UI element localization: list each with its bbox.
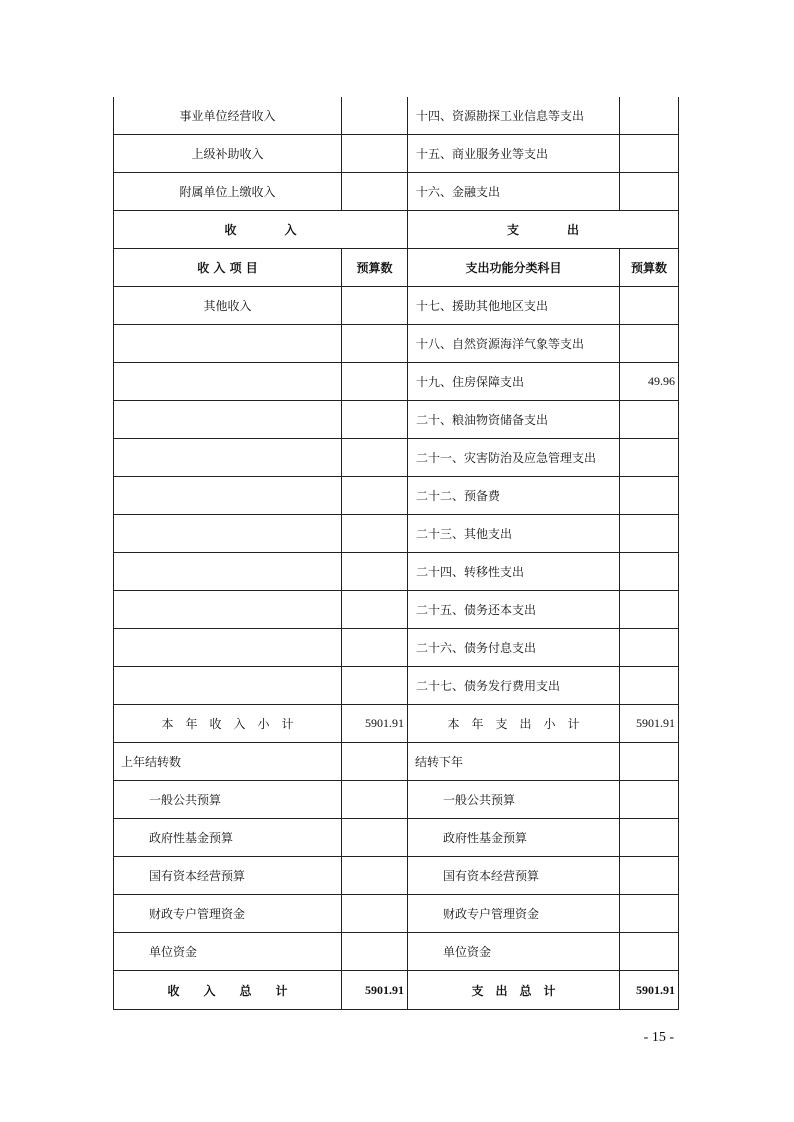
table-row: [114, 933, 679, 971]
carry-in-item: 上年结转数: [114, 743, 342, 781]
income-item: 附属单位上缴收入: [114, 173, 342, 211]
expense-item: 十五、商业服务业等支出: [408, 135, 620, 173]
income-item: [114, 629, 342, 667]
expense-amount: [620, 515, 679, 553]
carry-in-amount: [342, 857, 408, 895]
expense-amount: [620, 667, 679, 705]
income-amount: [342, 135, 408, 173]
expense-item: 十六、金融支出: [408, 173, 620, 211]
expense-subtotal-amount: 5901.91: [620, 705, 679, 743]
income-item: [114, 439, 342, 477]
income-amount: [342, 363, 408, 401]
table-row: [114, 553, 679, 591]
expense-amount: [620, 135, 679, 173]
carry-out-item: 政府性基金预算: [408, 819, 620, 857]
income-amount: [342, 629, 408, 667]
income-item: [114, 515, 342, 553]
expense-item: 二十三、其他支出: [408, 515, 620, 553]
income-amount: [342, 287, 408, 325]
carry-out-amount: [620, 895, 679, 933]
income-subtotal-amount: 5901.91: [342, 705, 408, 743]
expense-section-title: 支 出: [408, 211, 679, 249]
table-row: [114, 325, 679, 363]
table-row: [114, 515, 679, 553]
expense-amount: [620, 325, 679, 363]
income-item: [114, 325, 342, 363]
income-section-title: 收 入: [114, 211, 408, 249]
expense-amount: [620, 287, 679, 325]
expense-item: 二十五、债务还本支出: [408, 591, 620, 629]
expense-item: 十九、住房保障支出: [408, 363, 620, 401]
section-header-row: [114, 211, 679, 249]
table-row: [114, 629, 679, 667]
carry-out-item: 单位资金: [408, 933, 620, 971]
carry-out-amount: [620, 857, 679, 895]
income-item: 其他收入: [114, 287, 342, 325]
expense-item: 二十四、转移性支出: [408, 553, 620, 591]
table-row: [114, 173, 679, 211]
carry-in-item: 单位资金: [114, 933, 342, 971]
income-item: 上级补助收入: [114, 135, 342, 173]
table-row: [114, 591, 679, 629]
expense-total-amount: 5901.91: [620, 971, 679, 1010]
expense-amount: [620, 173, 679, 211]
subtotal-row: [114, 705, 679, 743]
income-subtotal-label: 本 年 收 入 小 计: [114, 705, 342, 743]
income-item: [114, 477, 342, 515]
income-total-label: 收 入 总 计: [114, 971, 342, 1010]
table-row: [114, 477, 679, 515]
total-row: [114, 971, 679, 1010]
expense-item: 二十二、预备费: [408, 477, 620, 515]
expense-item: 二十一、灾害防治及应急管理支出: [408, 439, 620, 477]
income-item: [114, 553, 342, 591]
income-item: 事业单位经营收入: [114, 97, 342, 135]
expense-subtotal-label: 本 年 支 出 小 计: [408, 705, 620, 743]
carry-in-item: 国有资本经营预算: [114, 857, 342, 895]
carry-in-item: 一般公共预算: [114, 781, 342, 819]
carry-in-amount: [342, 895, 408, 933]
table-row: [114, 895, 679, 933]
income-item: [114, 591, 342, 629]
table-row: [114, 363, 679, 401]
income-amount: [342, 325, 408, 363]
income-amount: [342, 477, 408, 515]
income-item: [114, 667, 342, 705]
table-row: [114, 857, 679, 895]
expense-item: 二十、粮油物资储备支出: [408, 401, 620, 439]
carry-in-item: 财政专户管理资金: [114, 895, 342, 933]
income-total-amount: 5901.91: [342, 971, 408, 1010]
expense-item: 十七、援助其他地区支出: [408, 287, 620, 325]
carry-out-amount: [620, 933, 679, 971]
income-amount: [342, 591, 408, 629]
expense-item: 二十六、债务付息支出: [408, 629, 620, 667]
expense-amount-header: 预算数: [620, 249, 679, 287]
table-row: [114, 401, 679, 439]
budget-table: [113, 97, 679, 1010]
column-header-row: [114, 249, 679, 287]
income-amount-header: 预算数: [342, 249, 408, 287]
carry-out-item: 一般公共预算: [408, 781, 620, 819]
table-row: [114, 819, 679, 857]
expense-amount: [620, 553, 679, 591]
carry-out-amount: [620, 819, 679, 857]
expense-item: 二十七、债务发行费用支出: [408, 667, 620, 705]
table-row: [114, 135, 679, 173]
income-item: [114, 363, 342, 401]
expense-amount: [620, 591, 679, 629]
table-row: [114, 287, 679, 325]
carry-out-item: 结转下年: [408, 743, 620, 781]
carry-in-amount: [342, 781, 408, 819]
expense-amount: [620, 401, 679, 439]
expense-item: 十四、资源勘探工业信息等支出: [408, 97, 620, 135]
page-number: - 15 -: [643, 1030, 674, 1045]
expense-item-header: 支出功能分类科目: [408, 249, 620, 287]
expense-item: 十八、自然资源海洋气象等支出: [408, 325, 620, 363]
carry-in-amount: [342, 933, 408, 971]
income-amount: [342, 401, 408, 439]
table-row: [114, 781, 679, 819]
carry-out-item: 国有资本经营预算: [408, 857, 620, 895]
income-amount: [342, 553, 408, 591]
carry-out-amount: [620, 781, 679, 819]
table-row: [114, 97, 679, 135]
expense-amount: [620, 629, 679, 667]
income-item-header: 收 入 项 目: [114, 249, 342, 287]
expense-total-label: 支 出 总 计: [408, 971, 620, 1010]
income-item: [114, 401, 342, 439]
income-amount: [342, 173, 408, 211]
income-amount: [342, 439, 408, 477]
expense-amount: [620, 439, 679, 477]
expense-amount: [620, 477, 679, 515]
carry-in-item: 政府性基金预算: [114, 819, 342, 857]
income-amount: [342, 97, 408, 135]
carry-in-amount: [342, 743, 408, 781]
carry-out-item: 财政专户管理资金: [408, 895, 620, 933]
table-row: [114, 667, 679, 705]
table-row: [114, 439, 679, 477]
table-row: [114, 743, 679, 781]
income-amount: [342, 667, 408, 705]
carry-out-amount: [620, 743, 679, 781]
expense-amount: 49.96: [620, 363, 679, 401]
carry-in-amount: [342, 819, 408, 857]
income-amount: [342, 515, 408, 553]
expense-amount: [620, 97, 679, 135]
